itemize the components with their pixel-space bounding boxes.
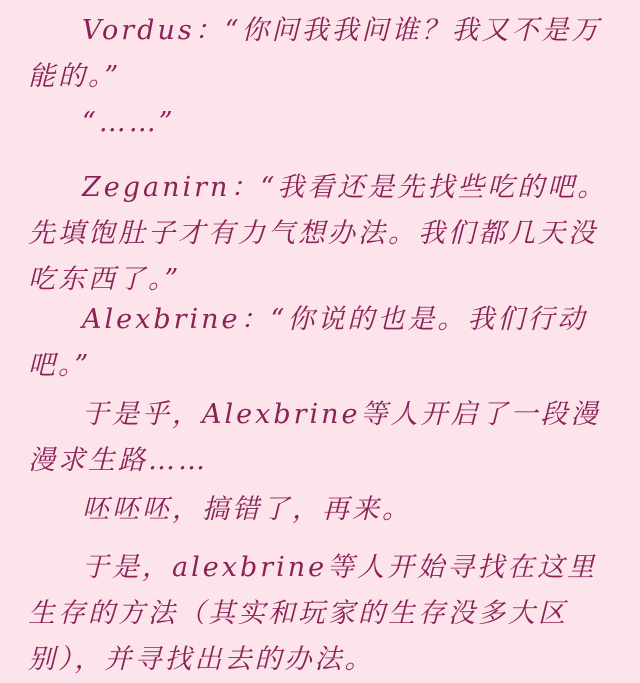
paragraph-alexbrine-dialogue: Alexbrine：“你说的也是。我们行动吧。” [28,304,588,381]
paragraph-ellipsis: “……” [82,107,176,138]
paragraph-narration-correction: 呸呸呸，搞错了，再来。 [82,494,412,525]
paragraph-zeganirn-dialogue: Zeganirn：“我看还是先找些吃的吧。先填饱肚子才有力气想办法。我们都几天没吃东西了。” [28,172,608,295]
paragraph-narration-journey: 于是乎，Alexbrine等人开启了一段漫漫求生路…… [28,399,601,476]
paragraph-vordus-dialogue: Vordus：“你问我我问谁？我又不是万能的。” [28,15,602,92]
paragraph-narration-survival: 于是，alexbrine等人开始寻找在这里生存的方法（其实和玩家的生存没多大区别），并寻找出去的办法。 [28,552,598,675]
